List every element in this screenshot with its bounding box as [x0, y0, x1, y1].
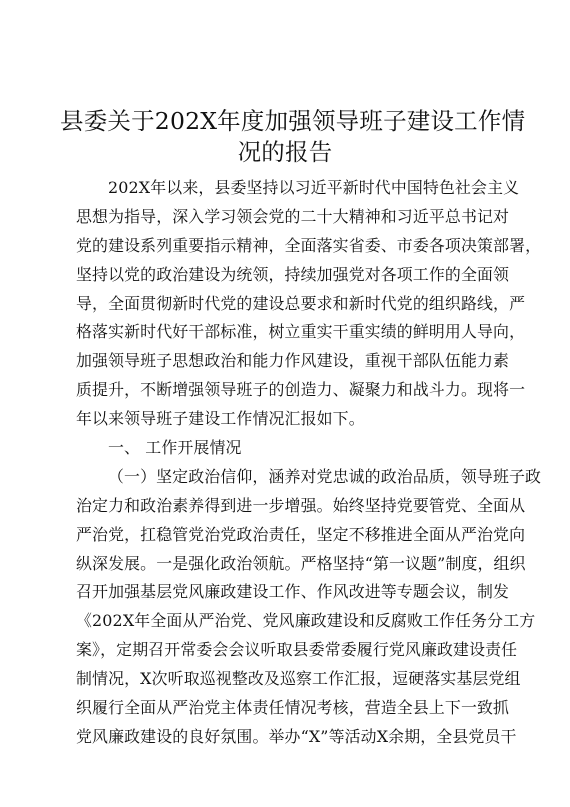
paragraph-line: 格落实新时代好干部标准，树立重实干重实绩的鲜明用人导向，	[76, 322, 526, 342]
paragraph-line: 《202X年全面从严治党、党风廉政建设和反腐败工作任务分工方	[76, 611, 536, 631]
paragraph-line: 纵深发展。一是强化政治领航。严格坚持“第一议题”制度，组织	[76, 553, 526, 573]
paragraph-line: 党风廉政建设的良好氛围。举办“X”等活动X余期，全县党员干	[76, 726, 517, 746]
paragraph-line: 党的建设系列重要指示精神，全面落实省委、市委各项决策部署，	[76, 235, 542, 255]
paragraph-line: 思想为指导，深入学习领会党的二十大精神和习近平总书记对	[76, 206, 510, 226]
document-title	[60, 106, 526, 168]
subsection-paragraph	[76, 463, 542, 752]
paragraph-line: （一）坚定政治信仰，涵养对党忠诚的政治品质，领导班子政	[108, 466, 542, 486]
paragraph-line: 加强领导班子思想政治和能力作风建设，重视干部队伍能力素	[76, 351, 510, 371]
paragraph-line: 案》，定期召开常委会会议听取县委常委履行党风廉政建设责任	[76, 640, 518, 660]
document-body	[76, 174, 542, 752]
paragraph-line: 织履行全面从严治党主体责任情况考核，营造全县上下一致抓	[76, 698, 510, 718]
paragraph-line: 202X年以来，县委坚持以习近平新时代中国特色社会主义	[108, 178, 520, 197]
title-line-2: 况的报告	[237, 138, 333, 166]
paragraph-line: 严治党，扛稳管党治党政治责任，坚定不移推进全面从严治党向	[76, 524, 526, 544]
section-heading: 一、 工作开展情况	[108, 438, 242, 458]
paragraph-line: 制情况，X次听取巡视整改及巡察工作汇报，逗硬落实基层党组	[76, 669, 521, 689]
paragraph-line: 年以来领导班子建设工作情况汇报如下。	[76, 409, 365, 429]
intro-paragraph	[76, 174, 542, 434]
paragraph-line: 坚持以党的政治建设为统领，持续加强党对各项工作的全面领	[76, 264, 510, 284]
paragraph-line: 质提升，不断增强领导班子的创造力、凝聚力和战斗力。现将一	[76, 380, 526, 400]
paragraph-line: 召开加强基层党风廉政建设工作、作风改进等专题会议，制发	[76, 582, 510, 602]
title-line-1: 县委关于202X年度加强领导班子建设工作情	[60, 107, 526, 135]
paragraph-line: 导，全面贯彻新时代党的建设总要求和新时代党的组织路线，严	[76, 293, 526, 313]
paragraph-line: 治定力和政治素养得到进一步增强。始终坚持党要管党、全面从	[76, 495, 526, 515]
